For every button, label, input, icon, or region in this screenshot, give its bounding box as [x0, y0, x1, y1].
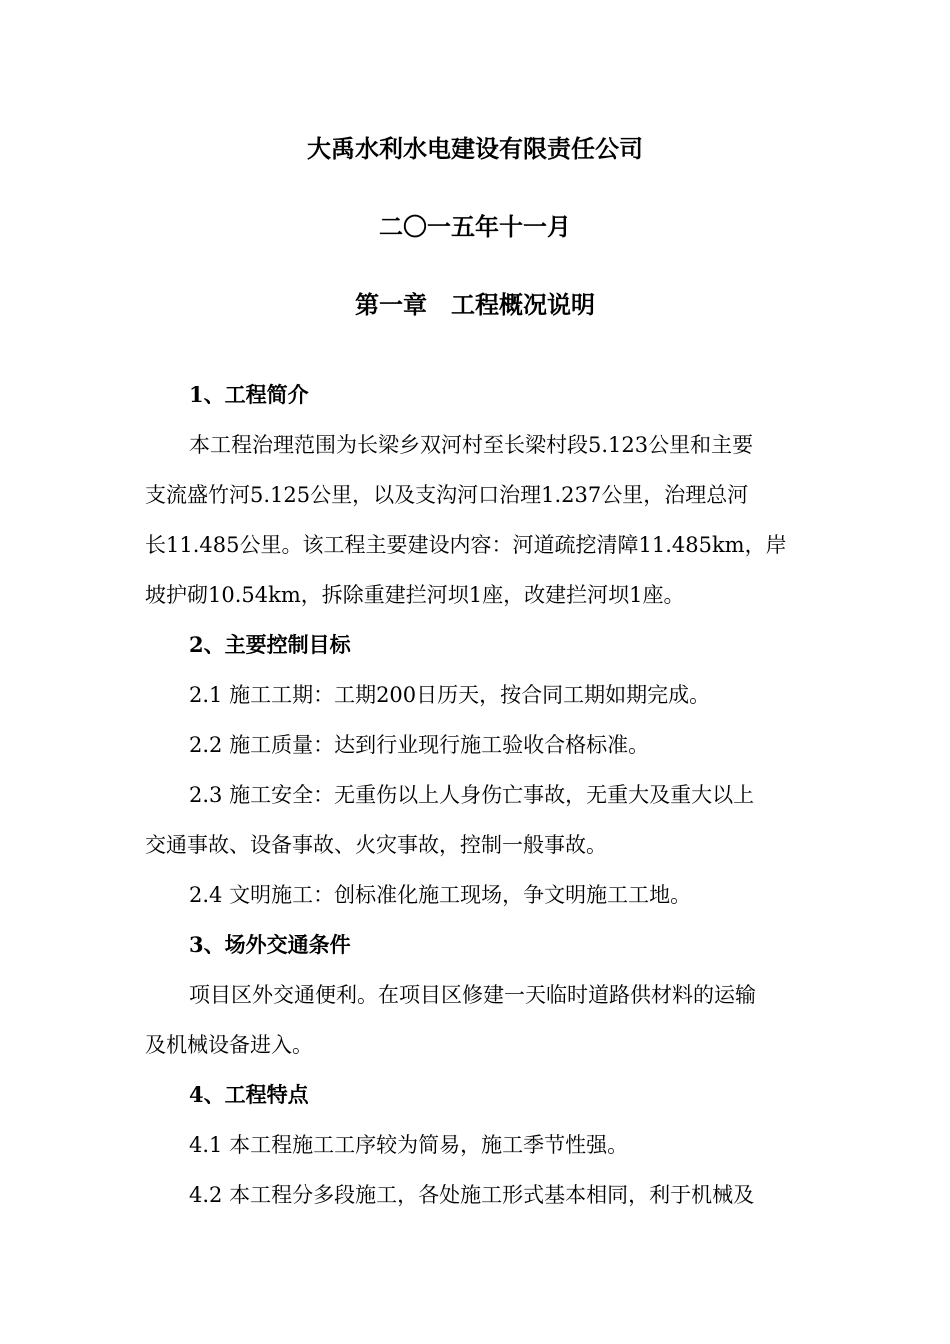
paragraph-line: 交通事故、设备事故、火灾事故，控制一般事故。	[145, 833, 607, 857]
section-heading: 3、场外交通条件	[189, 932, 351, 957]
paragraph-line: 2.1 施工工期：工期200日历天，按合同工期如期完成。	[189, 683, 711, 707]
paragraph-line: 4.2 本工程分多段施工，各处施工形式基本相同，利于机械及	[189, 1183, 755, 1207]
paragraph-line: 本工程治理范围为长梁乡双河村至长梁村段5.123公里和主要	[189, 433, 754, 457]
paragraph-line: 及机械设备进入。	[145, 1033, 313, 1057]
chapter-title: 第一章 工程概况说明	[355, 290, 595, 319]
section-heading: 1、工程简介	[189, 382, 309, 407]
company-title: 大禹水利水电建设有限责任公司	[307, 134, 643, 163]
paragraph-line: 4.1 本工程施工工序较为简易，施工季节性强。	[189, 1133, 629, 1157]
paragraph-line: 项目区外交通便利。在项目区修建一天临时道路供材料的运输	[189, 983, 756, 1007]
section-heading: 4、工程特点	[189, 1082, 309, 1107]
paragraph-line: 2.4 文明施工：创标准化施工现场，争文明施工工地。	[189, 883, 692, 907]
document-date: 二〇一五年十一月	[379, 212, 571, 241]
paragraph-line: 坡护砌10.54km，拆除重建拦河坝1座，改建拦河坝1座。	[145, 583, 685, 607]
paragraph-line: 2.3 施工安全：无重伤以上人身伤亡事故，无重大及重大以上	[189, 783, 755, 807]
paragraph-line: 长11.485公里。该工程主要建设内容：河道疏挖清障11.485km，岸	[145, 533, 787, 557]
paragraph-line: 支流盛竹河5.125公里，以及支沟河口治理1.237公里，治理总河	[145, 483, 749, 507]
section-heading: 2、主要控制目标	[189, 632, 351, 657]
paragraph-line: 2.2 施工质量：达到行业现行施工验收合格标准。	[189, 733, 650, 757]
document-body	[145, 370, 810, 1220]
